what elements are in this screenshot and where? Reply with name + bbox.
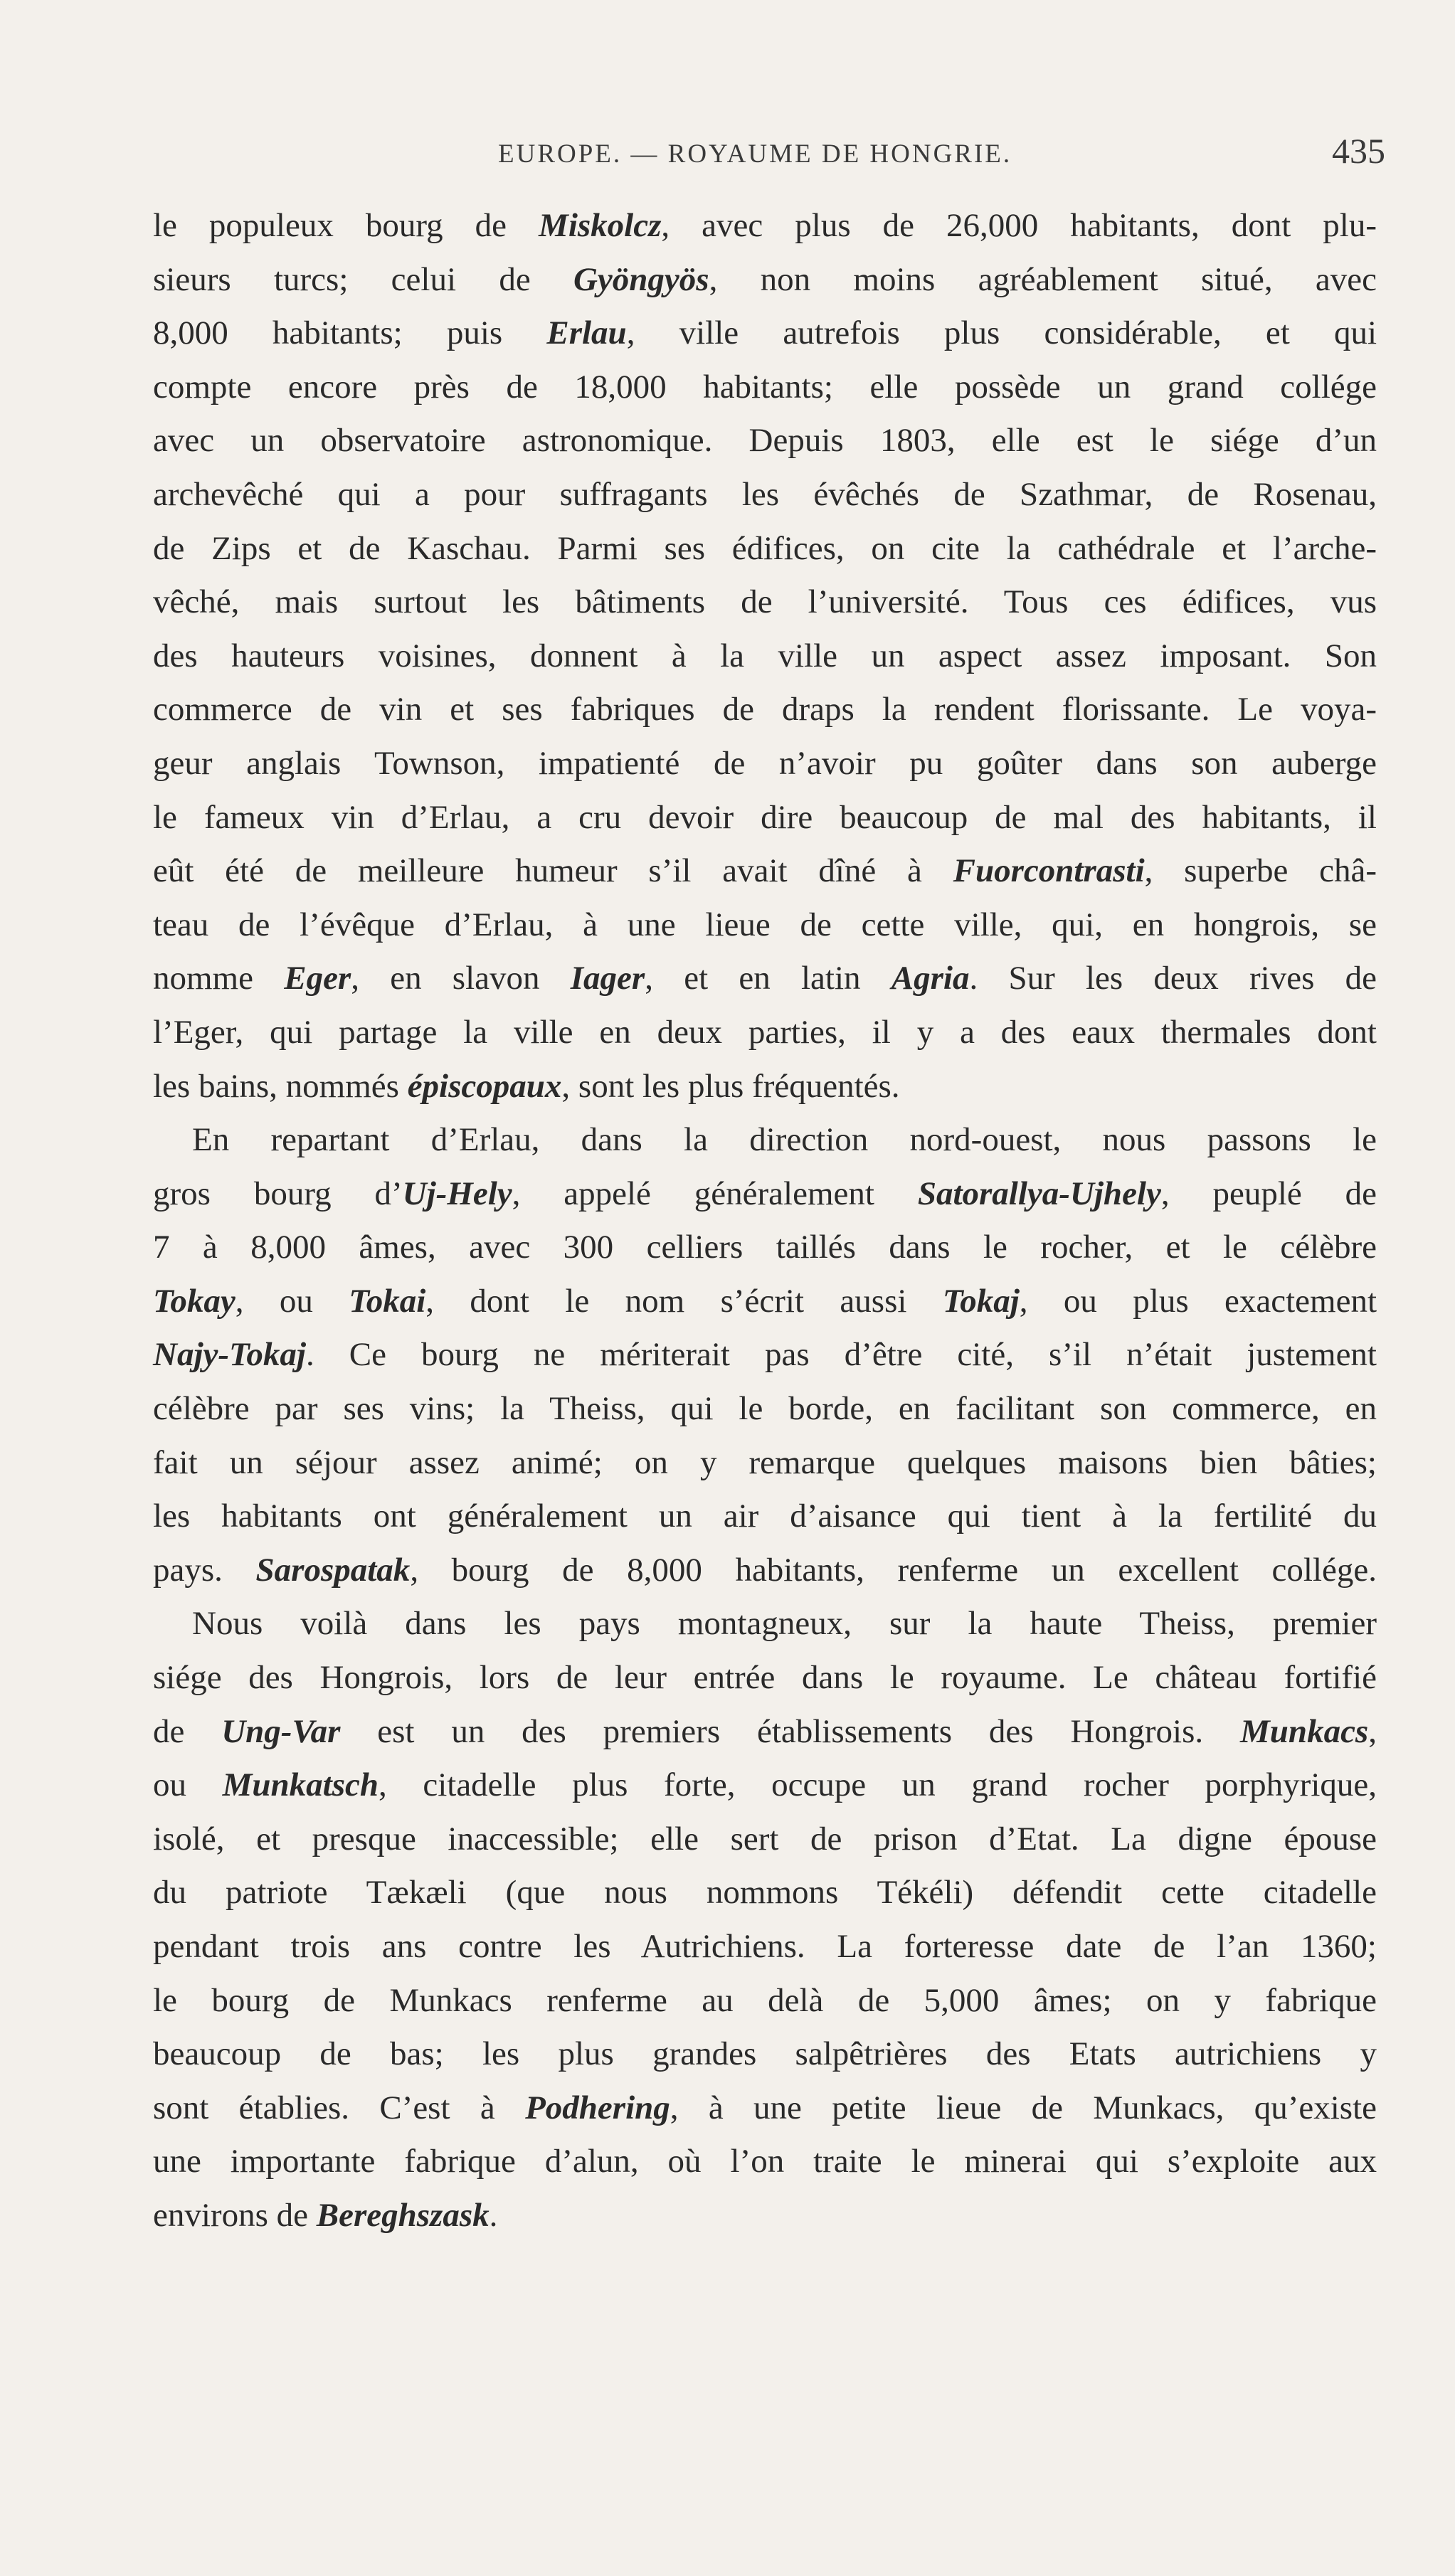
italic-term: Satorallya-Ujhely bbox=[917, 1175, 1161, 1212]
text-line bbox=[153, 522, 1377, 576]
italic-term: Munkatsch bbox=[222, 1766, 379, 1804]
text-segment: sieurs turcs; celui de bbox=[153, 260, 573, 298]
text-segment: sont établies. C’est à bbox=[153, 2089, 526, 2126]
text-line bbox=[153, 1597, 1377, 1651]
text-segment: vêché, mais surtout les bâtiments de l’université. Tous ces édifices, vus bbox=[153, 583, 1377, 621]
text-segment: , ville autrefois plus considérable, et qui bbox=[626, 314, 1377, 352]
italic-term: Fuorcontrasti bbox=[953, 852, 1145, 890]
text-line bbox=[153, 1813, 1377, 1867]
italic-term: Erlau bbox=[546, 314, 627, 352]
text-segment: ou bbox=[153, 1766, 223, 1804]
text-line bbox=[153, 952, 1377, 1006]
text-segment: 7 à 8,000 âmes, avec 300 celliers taillés dans le rocher, et le célèbre bbox=[153, 1229, 1377, 1266]
text-segment: . bbox=[489, 2196, 498, 2234]
text-line bbox=[153, 253, 1377, 307]
italic-term: épiscopaux bbox=[407, 1067, 562, 1105]
italic-term: Sarospatak bbox=[255, 1551, 411, 1589]
text-line bbox=[153, 1544, 1377, 1598]
text-segment: pays. bbox=[153, 1551, 256, 1589]
text-segment: compte encore près de 18,000 habitants; elle possède un grand collége bbox=[153, 368, 1377, 406]
text-line bbox=[153, 844, 1377, 899]
text-segment: , dont le nom s’écrit aussi bbox=[425, 1282, 943, 1320]
text-segment: commerce de vin et ses fabriques de draps la rendent florissante. Le voya- bbox=[153, 691, 1377, 728]
text-segment: de bbox=[153, 1712, 222, 1750]
text-segment: célèbre par ses vins; la Theiss, qui le borde, en facilitant son commerce, en bbox=[153, 1390, 1377, 1428]
text-line bbox=[153, 1113, 1377, 1167]
italic-term: Tokay bbox=[153, 1282, 236, 1320]
italic-term: Agria bbox=[891, 960, 970, 997]
text-segment: , bourg de 8,000 habitants, renferme un excellent collége. bbox=[410, 1551, 1377, 1589]
text-line bbox=[153, 307, 1377, 361]
header-title: EUROPE. — ROYAUME DE HONGRIE. bbox=[498, 139, 1012, 169]
italic-term: Miskolcz bbox=[539, 207, 662, 244]
text-line bbox=[153, 1920, 1377, 1974]
text-line bbox=[153, 1060, 1377, 1114]
text-segment: pendant trois ans contre les Autrichiens. La forteresse date de l’an 1360; bbox=[153, 1928, 1377, 1965]
text-segment: 8,000 habitants; puis bbox=[153, 314, 547, 352]
italic-term: Podhering bbox=[525, 2089, 670, 2126]
text-line bbox=[153, 2082, 1377, 2136]
text-segment: , superbe châ- bbox=[1144, 852, 1377, 890]
text-line bbox=[153, 2135, 1377, 2189]
text-segment: le fameux vin d’Erlau, a cru devoir dire beaucoup de mal des habitants, il bbox=[153, 798, 1377, 836]
text-segment: geur anglais Townson, impatienté de n’avoir pu goûter dans son auberge bbox=[153, 744, 1377, 782]
italic-term: Ung-Var bbox=[221, 1712, 341, 1750]
text-line bbox=[153, 1328, 1377, 1382]
text-segment: , sont les plus fréquentés. bbox=[561, 1067, 900, 1105]
text-segment: , ou bbox=[235, 1282, 349, 1320]
text-line bbox=[153, 1651, 1377, 1705]
text-segment: est un des premiers établissements des Hongrois. bbox=[340, 1712, 1240, 1750]
text-segment: le bourg de Munkacs renferme au delà de 5,000 âmes; on y fabrique bbox=[153, 1981, 1377, 2019]
text-segment: , peuplé de bbox=[1160, 1175, 1377, 1212]
text-line bbox=[153, 1275, 1377, 1329]
text-segment: , en slavon bbox=[351, 960, 571, 997]
text-line bbox=[153, 576, 1377, 630]
text-segment: nomme bbox=[153, 960, 285, 997]
text-segment: En repartant d’Erlau, dans la direction nord-ouest, nous passons le bbox=[192, 1121, 1377, 1159]
text-segment: archevêché qui a pour suffragants les évêchés de Szathmar, de Rosenau, bbox=[153, 475, 1377, 513]
text-line bbox=[153, 1006, 1377, 1060]
text-line bbox=[153, 1167, 1377, 1221]
italic-term: Iager bbox=[570, 960, 645, 997]
text-line bbox=[153, 1866, 1377, 1920]
text-segment: gros bourg d’ bbox=[153, 1175, 403, 1212]
text-segment: du patriote Tækæli (que nous nommons Tékéli) défendit cette citadelle bbox=[153, 1874, 1377, 1912]
text-line bbox=[153, 737, 1377, 791]
page-number: 435 bbox=[1332, 131, 1385, 171]
text-segment: , citadelle plus forte, occupe un grand rocher porphyrique, bbox=[379, 1766, 1377, 1804]
text-line bbox=[153, 414, 1377, 468]
text-line bbox=[153, 1974, 1377, 2028]
text-segment: Nous voilà dans les pays montagneux, sur la haute Theiss, premier bbox=[192, 1605, 1377, 1643]
text-segment: avec un observatoire astronomique. Depuis 1803, elle est le siége d’un bbox=[153, 422, 1377, 460]
italic-term: Tokaj bbox=[942, 1282, 1020, 1320]
text-segment: les bains, nommés bbox=[153, 1067, 408, 1105]
italic-term: Najy-Tokaj bbox=[153, 1336, 306, 1374]
text-line bbox=[153, 199, 1377, 253]
text-line bbox=[153, 899, 1377, 953]
text-segment: , non moins agréablement situé, avec bbox=[709, 260, 1377, 298]
text-segment: fait un séjour assez animé; on y remarque quelques maisons bien bâties; bbox=[153, 1443, 1377, 1481]
italic-term: Eger bbox=[284, 960, 351, 997]
text-segment: . Ce bourg ne mériterait pas d’être cité, s’il n’était justement bbox=[305, 1336, 1377, 1374]
text-segment: des hauteurs voisines, donnent à la ville un aspect assez imposant. Son bbox=[153, 637, 1377, 674]
text-line bbox=[153, 1436, 1377, 1490]
text-line bbox=[153, 1221, 1377, 1275]
text-segment: de Zips et de Kaschau. Parmi ses édifices, on cite la cathédrale et l’arche- bbox=[153, 529, 1377, 567]
text-line bbox=[153, 1382, 1377, 1436]
text-segment: , avec plus de 26,000 habitants, dont plu- bbox=[661, 207, 1377, 244]
text-segment: beaucoup de bas; les plus grandes salpêtrières des Etats autrichiens y bbox=[153, 2035, 1377, 2073]
text-segment: , ou plus exactement bbox=[1019, 1282, 1377, 1320]
running-head bbox=[0, 124, 1455, 174]
text-segment: , bbox=[1368, 1712, 1377, 1750]
text-segment: environs de bbox=[153, 2196, 317, 2234]
text-line bbox=[153, 361, 1377, 415]
text-line bbox=[153, 2189, 1377, 2243]
text-segment: , appelé généralement bbox=[512, 1175, 918, 1212]
text-segment: . Sur les deux rives de bbox=[969, 960, 1377, 997]
text-segment: une importante fabrique d’alun, où l’on traite le minerai qui s’exploite aux bbox=[153, 2143, 1377, 2180]
text-line bbox=[153, 630, 1377, 684]
italic-term: Munkacs bbox=[1240, 1712, 1369, 1750]
text-line bbox=[153, 468, 1377, 522]
text-line bbox=[153, 1705, 1377, 1759]
text-line bbox=[153, 683, 1377, 737]
text-segment: l’Eger, qui partage la ville en deux parties, il y a des eaux thermales dont bbox=[153, 1013, 1377, 1051]
text-segment: , à une petite lieue de Munkacs, qu’existe bbox=[670, 2089, 1377, 2126]
text-segment: eût été de meilleure humeur s’il avait dîné à bbox=[153, 852, 953, 890]
text-segment: siége des Hongrois, lors de leur entrée dans le royaume. Le château fortifié bbox=[153, 1659, 1377, 1697]
text-line bbox=[153, 791, 1377, 845]
italic-term: Gyöngyös bbox=[573, 260, 709, 298]
italic-term: Bereghszask bbox=[316, 2196, 490, 2234]
italic-term: Tokai bbox=[349, 1282, 426, 1320]
text-segment: les habitants ont généralement un air d’aisance qui tient à la fertilité du bbox=[153, 1498, 1377, 1535]
text-segment: teau de l’évêque d’Erlau, à une lieue de cette ville, qui, en hongrois, se bbox=[153, 906, 1377, 943]
text-line bbox=[153, 1490, 1377, 1544]
text-segment: le populeux bourg de bbox=[153, 207, 539, 244]
italic-term: Uj-Hely bbox=[402, 1175, 512, 1212]
text-segment: isolé, et presque inaccessible; elle sert de prison d’Etat. La digne épouse bbox=[153, 1820, 1377, 1857]
text-line bbox=[153, 2028, 1377, 2082]
text-line bbox=[153, 1759, 1377, 1813]
body-text bbox=[153, 199, 1377, 2243]
text-segment: , et en latin bbox=[645, 960, 891, 997]
